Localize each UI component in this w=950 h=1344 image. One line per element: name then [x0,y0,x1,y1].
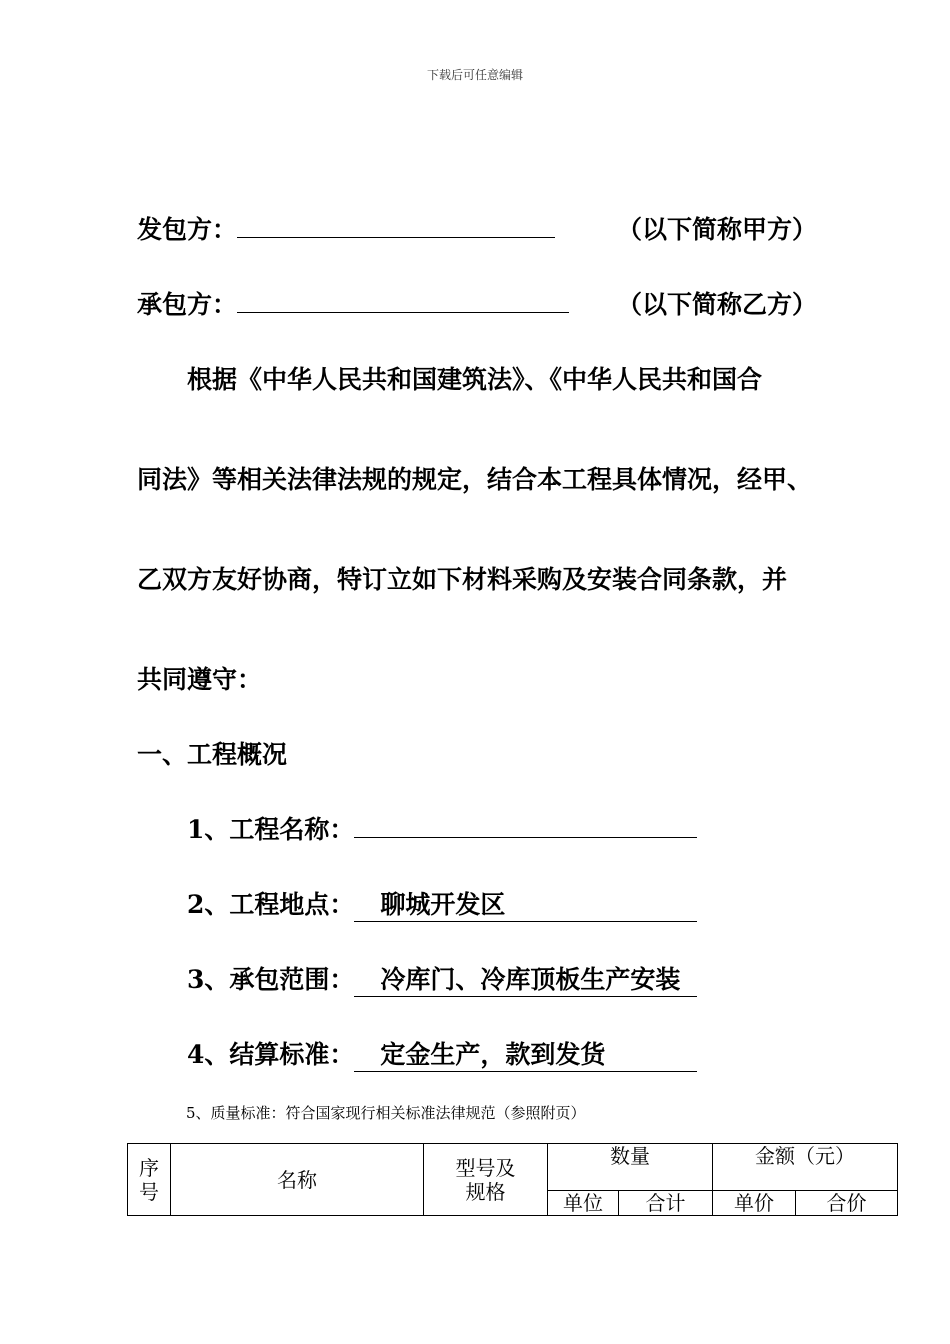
employer-line [137,210,817,246]
sub-sum-header: 合价 [796,1191,898,1216]
intro-line-4: 共同遵守： [137,665,263,694]
item-label: 2、工程地点： [187,890,355,919]
contract-scope-value[interactable]: 冷库门、冷库顶板生产安装 [354,960,697,997]
contractor-label: 承包方： [137,290,238,319]
sub-unit-header: 单位 [548,1191,619,1216]
col-amount-header: 金额（元） [713,1144,898,1191]
employer-blank[interactable] [237,211,555,238]
sub-price-header: 单价 [713,1191,796,1216]
employer-label: 发包方： [137,215,238,244]
col-model-text: 型号及规格 [455,1155,516,1204]
project-location-value[interactable]: 聊城开发区 [354,885,697,922]
materials-table [127,1143,898,1216]
settlement-value[interactable]: 定金生产，款到发货 [354,1035,697,1072]
contractor-line [137,285,817,321]
contractor-suffix: （以下简称乙方） [617,290,818,319]
section-title: 一、工程概况 [137,740,288,769]
col-seq-header [128,1144,171,1216]
project-name-blank[interactable] [354,811,697,838]
col-model-header [424,1144,548,1216]
item-settlement [187,1035,697,1072]
page-header: 下载后可任意编辑 [426,68,523,82]
item-project-name [187,810,697,846]
intro-line-2: 同法》等相关法律法规的规定，结合本工程具体情况，经甲、 [137,465,813,494]
col-seq-text: 序号 [139,1155,159,1204]
intro-line-1: 根据《中华人民共和国建筑法》、《中华人民共和国合 [187,365,763,394]
item-project-location [187,885,697,922]
employer-suffix: （以下简称甲方） [617,215,818,244]
item-contract-scope [187,960,697,997]
contractor-blank[interactable] [237,286,569,313]
item-label: 4、结算标准： [187,1040,355,1069]
col-qty-header: 数量 [548,1144,713,1191]
item-label: 1、工程名称： [187,815,355,844]
quality-note: 5、质量标准：符合国家现行相关标准法律规范（参照附页） [186,1104,586,1122]
intro-line-3: 乙双方友好协商，特订立如下材料采购及安装合同条款，并 [137,565,788,594]
sub-total-header: 合计 [619,1191,713,1216]
col-name-header: 名称 [171,1144,424,1216]
item-label: 3、承包范围： [187,965,355,994]
